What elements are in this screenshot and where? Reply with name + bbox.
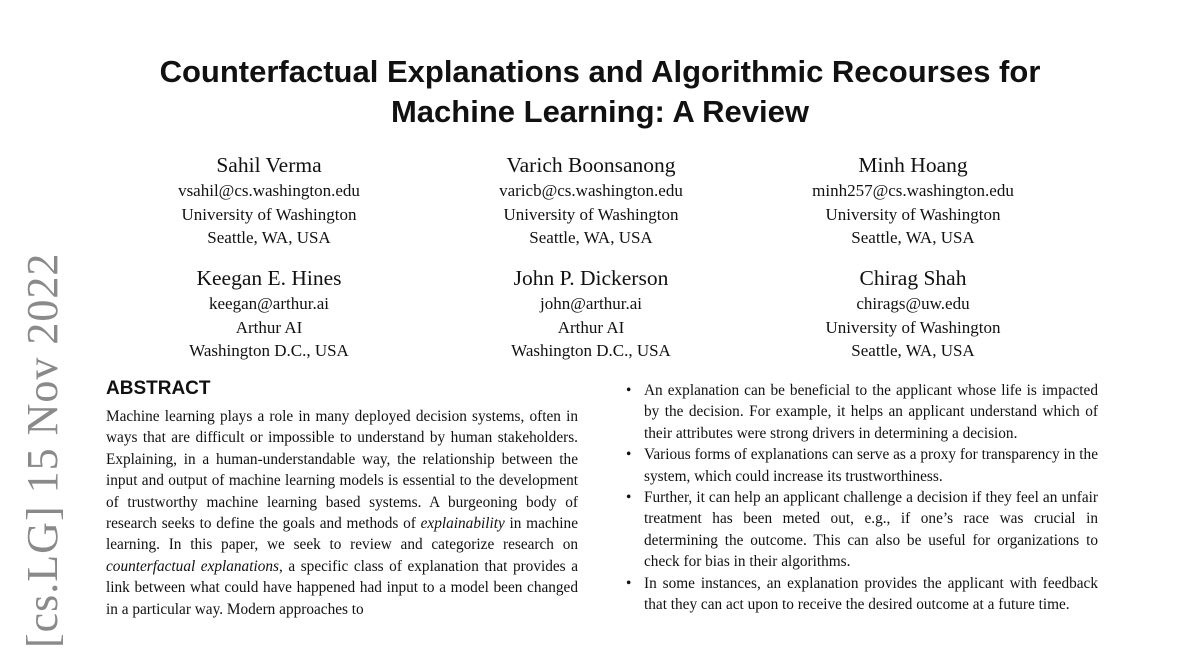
author-affiliation: Arthur AI [557,317,625,337]
abstract-heading: ABSTRACT [106,378,211,399]
abstract-text: Machine learning plays a role in many deployed decision systems, often in ways that are difficult or impossible to understand by human stakeholders. Explaining, in a human-understandable way, the relationship between the input and output of machine learning models is essential to the development of trustworthy machine learning based systems. A burgeoning body of research seeks to define the goals and methods of [106,408,578,533]
author-affiliation: University of Washington [825,317,1001,337]
abstract-emphasis: explainability [420,515,505,533]
author-name: Varich Boonsanong [506,153,676,177]
bullet-text: Various forms of explanations can serve as a proxy for transparency in the system, which could increase its trustworthiness. [644,446,1098,485]
author-affiliation: University of Washington [181,204,357,224]
author-email: minh257@cs.washington.edu [812,181,1014,200]
author-email: varicb@cs.washington.edu [499,181,683,200]
bullet-text: In some instances, an explanation provides the applicant with feedback that they can act upon to receive the desired outcome at a future time. [644,574,1098,614]
bullet-icon: • [626,382,632,399]
bullet-list [622,380,1098,615]
bullet-icon: • [626,489,632,507]
abstract-emphasis: counterfactual explanations [106,557,279,575]
author-block [748,152,1078,250]
arxiv-stamp: [cs.LG] 15 Nov 2022 [18,252,67,648]
author-block [426,265,756,363]
author-name: John P. Dickerson [513,266,669,290]
bullet-item [622,573,1098,616]
author-name: Keegan E. Hines [196,266,342,290]
author-block [104,152,434,250]
author-location: Seattle, WA, USA [851,228,975,247]
abstract-text: in machine learning. In this paper, we seek to review and categorize research on [106,515,578,554]
author-block [104,265,434,363]
abstract-text: , a specific class of explanation that provides a link between what could have happened had input to a model been changed in a particular way. Modern approaches to [106,557,578,618]
abstract-body [106,406,578,620]
author-affiliation: University of Washington [825,204,1001,224]
bullet-item [622,380,1098,444]
author-block [426,152,756,250]
author-location: Seattle, WA, USA [207,228,331,247]
author-location: Seattle, WA, USA [851,341,975,360]
paper-title: Counterfactual Explanations and Algorithmic Recourses for Machine Learning: A Review [159,54,1041,129]
author-email: keegan@arthur.ai [209,294,329,313]
author-block [748,265,1078,363]
author-location: Seattle, WA, USA [529,228,653,247]
author-email: john@arthur.ai [539,294,643,313]
author-name: Minh Hoang [858,153,968,177]
bullet-icon: • [626,446,632,464]
author-affiliation: University of Washington [503,204,679,224]
author-name: Sahil Verma [216,153,322,177]
author-email: vsahil@cs.washington.edu [178,181,360,200]
bullet-icon: • [626,574,632,592]
bullet-text: An explanation can be beneficial to the applicant whose life is impacted by the decision. For example, it helps an applicant understand which of their attributes were strong drivers in determining a decision. [644,382,1098,442]
author-location: Washington D.C., USA [189,341,349,360]
bullet-item [622,487,1098,573]
author-affiliation: Arthur AI [235,317,303,337]
bullet-text: Further, it can help an applicant challenge a decision if they feel an unfair treatment has been meted out, e.g., if one’s race was crucial in determining the outcome. This can also be useful for organizations to check for bias in their algorithms. [644,489,1098,571]
author-email: chirags@uw.edu [856,294,970,313]
bullet-item [622,444,1098,487]
author-name: Chirag Shah [859,266,967,290]
author-location: Washington D.C., USA [511,341,671,360]
